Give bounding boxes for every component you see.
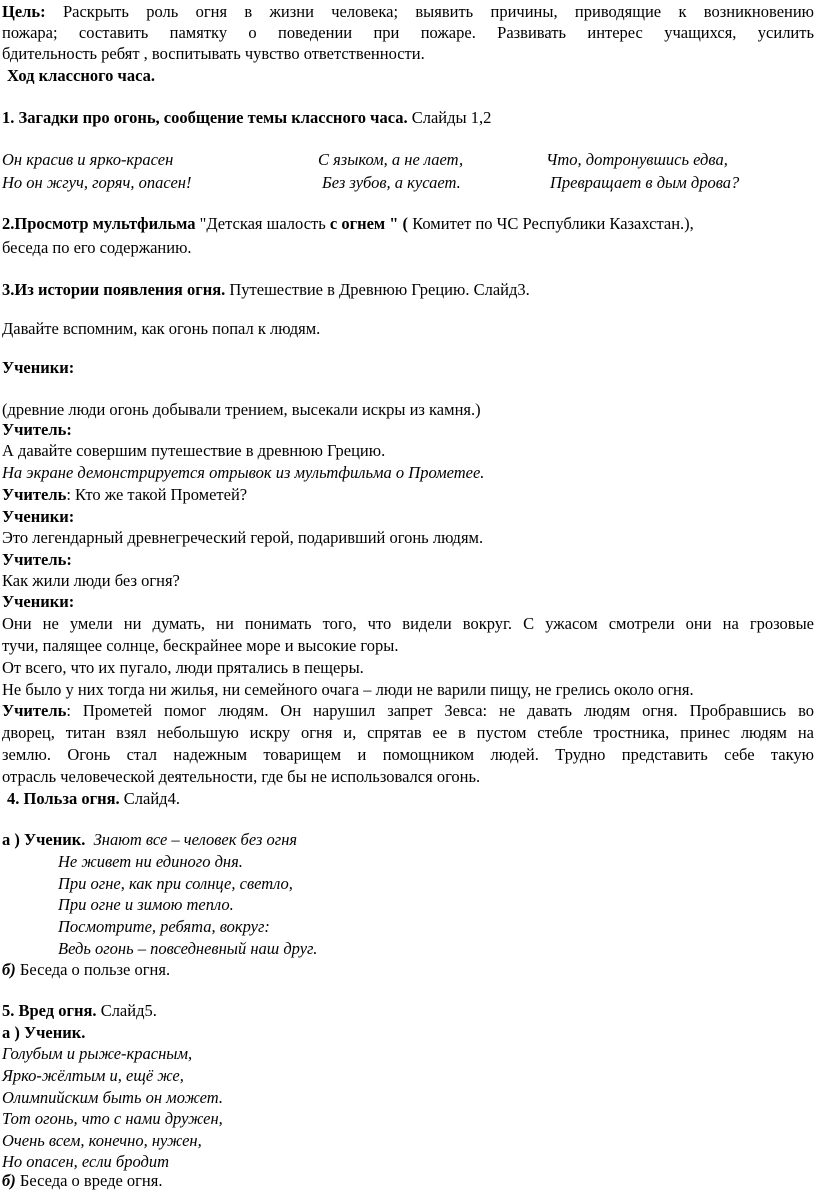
riddle-3-line-2: Превращает в дым дрова? — [550, 173, 740, 192]
section-3-heading — [2, 279, 530, 301]
screen-note: На экране демонстрируется отрывок из мультфильма о Прометее. — [2, 463, 485, 482]
section-5-heading — [2, 1000, 157, 1022]
poem-4-line-5: Посмотрите, ребята, вокруг: — [58, 917, 270, 936]
section-4-title: 4. Польза огня. — [7, 789, 120, 808]
section-2-line-2: беседа по его содержанию. — [2, 238, 192, 257]
section-4-b-label: б) — [2, 960, 16, 979]
section-3-title: 3.Из истории появления огня. — [2, 280, 226, 299]
pupils-label-2: Ученики: — [2, 507, 75, 526]
teacher-line-trip: А давайте совершим путешествие в древнюю Грецию. — [2, 441, 386, 460]
teacher-question-1 — [2, 484, 247, 506]
section-2-line-1 — [2, 213, 694, 235]
section-1-slides: Слайды 1,2 — [411, 108, 492, 127]
recall-line: Давайте вспомним, как огонь попал к людям. — [2, 319, 321, 338]
teacher-story-line-2: дворец, титан взял небольшую искру огня и, спрятав ее в пустом стебле тростника, принес людям на — [2, 723, 814, 742]
riddle-2-line-1: С языком, а не лает, — [318, 150, 464, 169]
teacher-story-text-1: : Прометей помог людям. Он нарушил запрет Зевса: не давать людям огня. Пробравшись во — [66, 701, 814, 720]
section-3-rest: Путешествие в Древнюю Грецию. Слайд3. — [229, 280, 530, 299]
teacher-story-line-1 — [2, 700, 814, 722]
goal-line-1 — [2, 1, 814, 23]
section-5-title: 5. Вред огня. — [2, 1001, 97, 1020]
section-1-title: 1. Загадки про огонь, сообщение темы классного часа. — [2, 108, 408, 127]
section-5-discussion — [2, 1170, 162, 1192]
poem-5-line-4: Тот огонь, что с нами дружен, — [2, 1109, 223, 1128]
teacher-label-1: Учитель: — [2, 420, 72, 439]
teacher-story-line-3: землю. Огонь стал надежным товарищем и помощником людей. Трудно представить себе такую — [2, 745, 814, 764]
teacher-question-2: Как жили люди без огня? — [2, 571, 180, 590]
section-5-b-label: б) — [2, 1171, 16, 1190]
poem-5-line-3: Олимпийским быть он может. — [2, 1088, 224, 1107]
section-2-source: Комитет по ЧС Республики Казахстан.), — [412, 214, 694, 233]
goal-line-2: пожара; составить памятку о поведении при пожаре. Развивать интерес учащихся, усилить — [2, 23, 814, 42]
poem-5-line-1: Голубым и рыже-красным, — [2, 1044, 193, 1063]
section-4-b-text: Беседа о пользе огня. — [19, 960, 171, 979]
answer-line-1: Они не умели ни думать, ни понимать того, что видели вокруг. С ужасом смотрели они на грозовые — [2, 614, 814, 633]
section-4-poem-line-1 — [2, 829, 297, 851]
riddle-1-line-1: Он красив и ярко-красен — [2, 150, 174, 169]
goal-label: Цель: — [2, 2, 46, 21]
section-4-slide: Слайд4. — [123, 789, 180, 808]
pupils-label-1: Ученики: — [2, 358, 75, 377]
section-4-discussion — [2, 959, 170, 981]
section-2-title-cont: с огнем " ( — [329, 214, 409, 233]
section-4-pupil-label: а ) Ученик. — [2, 830, 86, 849]
course-heading: Ход классного часа. — [7, 66, 155, 85]
answer-line-3: От всего, что их пугало, люди прятались в пещеры. — [2, 658, 364, 677]
cartoon-title: "Детская шалость — [199, 214, 326, 233]
section-1-heading — [2, 107, 491, 129]
section-4-heading — [7, 788, 180, 810]
answer-line-2: тучи, палящее солнце, бескрайнее море и высокие горы. — [2, 636, 399, 655]
pupils-label-3: Ученики: — [2, 592, 75, 611]
riddle-3-line-1: Что, дотронувшись едва, — [546, 150, 728, 169]
poem-5-line-5: Очень всем, конечно, нужен, — [2, 1131, 202, 1150]
teacher-story-line-4: отрасль человеческой деятельности, где бы не использовался огонь. — [2, 767, 481, 786]
teacher-q1-text: : Кто же такой Прометей? — [66, 485, 248, 504]
section-5-pupil-label: а ) Ученик. — [2, 1023, 86, 1042]
poem-4-line-1: Знают все – человек без огня — [93, 830, 298, 849]
poem-5-line-6: Но опасен, если бродит — [2, 1152, 169, 1171]
section-5-b-text: Беседа о вреде огня. — [19, 1171, 163, 1190]
pupils-answer-1: (древние люди огонь добывали трением, высекали искры из камня.) — [2, 400, 481, 419]
poem-5-line-2: Ярко-жёлтым и, ещё же, — [2, 1066, 184, 1085]
poem-4-line-2: Не живет ни единого дня. — [58, 852, 243, 871]
riddle-1-line-2: Но он жгуч, горяч, опасен! — [2, 173, 192, 192]
answer-line-4: Не было у них тогда ни жилья, ни семейного очага – люди не варили пищу, не грелись около огня. — [2, 680, 694, 699]
section-2-title: 2.Просмотр мультфильма — [2, 214, 196, 233]
prometheus-line: Это легендарный древнегреческий герой, подаривший огонь людям. — [2, 528, 484, 547]
riddle-2-line-2: Без зубов, а кусает. — [322, 173, 461, 192]
section-5-slide: Слайд5. — [100, 1001, 157, 1020]
teacher-label-2: Учитель: — [2, 550, 72, 569]
poem-4-line-3: При огне, как при солнце, светло, — [58, 874, 293, 893]
teacher-label-inline: Учитель — [2, 485, 67, 504]
poem-4-line-6: Ведь огонь – повседневный наш друг. — [58, 939, 318, 958]
goal-text-1: Раскрыть роль огня в жизни человека; выявить причины, приводящие к возникновению — [62, 2, 815, 21]
poem-4-line-4: При огне и зимою тепло. — [58, 895, 234, 914]
teacher-label-inline-2: Учитель — [2, 701, 67, 720]
goal-line-3: бдительность ребят , воспитывать чувство ответственности. — [2, 44, 425, 63]
